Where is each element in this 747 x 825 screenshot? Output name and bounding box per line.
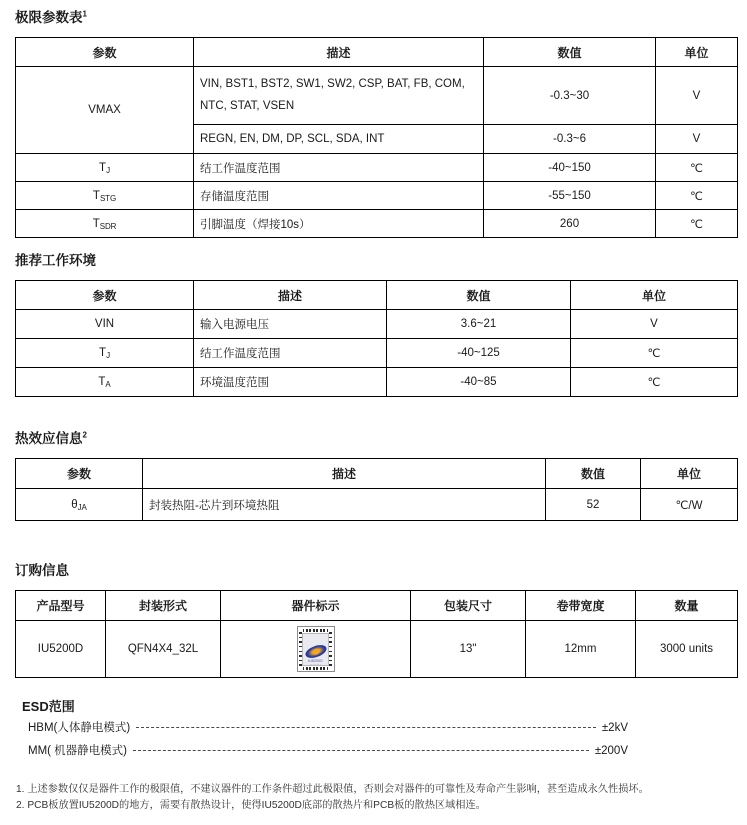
param-symbol: VIN [94,318,115,330]
footnotes [16,782,742,814]
recommended-heading [15,249,96,270]
cell-param [16,154,194,182]
cell-part-number: IU5200D [16,621,106,678]
cell-param [16,310,194,339]
thermal-table-wrap [15,458,738,521]
col-header-quantity: 数量 [636,591,738,621]
param-symbol: T [99,347,107,359]
col-header-reel-size: 包装尺寸 [411,591,526,621]
recommended-table-wrap [15,280,738,397]
table-row [16,310,738,339]
cell-unit: ℃ [656,182,738,210]
ordering-heading [15,559,69,580]
thermal-table [15,458,738,521]
esd-hbm-value: ±2kV [601,722,628,734]
cell-unit: V [571,310,738,339]
abs-max-title-superscript: 1 [82,9,87,19]
col-header-part-number: 产品型号 [16,591,106,621]
cell-unit: ℃/W [641,489,738,521]
chip-marking-line2: XXXX [309,663,322,666]
cell-param [16,210,194,238]
param-subscript: A [105,380,111,389]
col-header-desc: 描述 [194,281,387,310]
qfn-chip-marking-image [297,626,335,672]
col-header-desc: 描述 [194,38,484,67]
chip-body [302,633,329,666]
cell-desc: 封装热阻-芯片到环境热阻 [143,489,546,521]
col-header-param: 参数 [16,38,194,67]
cell-unit: ℃ [656,210,738,238]
cell-value: -40~85 [387,368,571,397]
table-row [16,210,738,238]
chip-pads-top [303,629,329,632]
param-subscript: STG [99,193,117,203]
cell-desc: 环境温度范围 [194,368,387,397]
ordering-title: 订购信息 [15,563,69,578]
esd-row-mm [28,742,628,758]
thermal-title-superscript: 2 [82,430,87,440]
table-row [16,621,738,678]
table-row [16,154,738,182]
cell-desc: 输入电源电压 [194,310,387,339]
esd-heading [22,696,75,716]
cell-package: QFN4X4_32L [106,621,221,678]
esd-mm-value: ±200V [594,745,628,757]
cell-param: VMAX [16,67,194,154]
cell-param [16,339,194,368]
abs-max-table-wrap [15,37,738,238]
thermal-heading [15,427,87,448]
col-header-package: 封装形式 [106,591,221,621]
col-header-unit: 单位 [641,459,738,489]
esd-title: ESD范围 [22,699,75,714]
thermal-title: 热效应信息 [15,431,83,446]
col-header-value: 数值 [387,281,571,310]
esd-row-hbm [28,719,628,735]
cell-param [16,368,194,397]
cell-tape-width: 12mm [526,621,636,678]
table-header-row [16,281,738,310]
param-subscript: J [106,351,110,360]
cell-value: -40~150 [484,154,656,182]
param-symbol: T [92,217,100,230]
cell-desc: 存储温度范围 [194,182,484,210]
cell-param [16,182,194,210]
cell-unit: ℃ [571,368,738,397]
param-subscript: J [106,165,110,175]
abs-max-title: 极限参数表 [15,10,83,25]
abs-max-heading [15,6,87,27]
cell-value: -0.3~30 [484,67,656,125]
table-header-row [16,591,738,621]
footnote-1: 1. 上述参数仅仅是器件工作的极限值，不建议器件的工作条件超过此极限值，否则会对器件的可靠性及寿命产生影响，甚至造成永久性损坏。 [16,784,649,795]
cell-unit: ℃ [571,339,738,368]
cell-param [16,489,143,521]
recommended-table [15,280,738,397]
table-row [16,67,738,125]
col-header-value: 数值 [484,38,656,67]
cell-desc: VIN, BST1, BST2, SW1, SW2, CSP, BAT, FB, COM, NTC, STAT, VSEN [194,67,484,125]
col-header-param: 参数 [16,281,194,310]
cell-value: -55~150 [484,182,656,210]
cell-quantity: 3000 units [636,621,738,678]
cell-desc: 结工作温度范围 [194,339,387,368]
ordering-table [15,590,738,678]
cell-value: 260 [484,210,656,238]
table-row [16,368,738,397]
cell-value: 3.6~21 [387,310,571,339]
col-header-value: 数值 [546,459,641,489]
param-subscript: JA [77,502,87,512]
esd-mm-label: MM( 机器静电模式) [28,745,128,757]
cell-unit: ℃ [656,154,738,182]
col-header-tape-width: 卷带宽度 [526,591,636,621]
table-row [16,489,738,521]
cell-marking [221,621,411,678]
col-header-unit: 单位 [571,281,738,310]
abs-max-table [15,37,738,238]
col-header-unit: 单位 [656,38,738,67]
ordering-table-wrap [15,590,738,678]
cell-reel-size: 13" [411,621,526,678]
param-symbol: θ [71,498,78,511]
cell-desc: REGN, EN, DM, DP, SCL, SDA, INT [194,125,484,154]
chip-pads-left [299,632,302,666]
param-symbol: T [98,376,106,388]
cell-unit: V [656,125,738,154]
param-symbol: T [92,189,100,202]
footnote-2: 2. PCB板放置IU5200D的地方，需要有散热设计，使得IU5200D底部的散热片和PCB板的散热区域相连。 [16,799,486,811]
chip-pads-right [329,632,332,666]
cell-desc: 引脚温度（焊接10s） [194,210,484,238]
cell-unit: V [656,67,738,125]
recommended-title: 推荐工作环境 [15,253,96,268]
table-row [16,339,738,368]
chip-marking-line1: IU5200D [308,658,323,663]
esd-leader-dots [136,726,596,728]
esd-hbm-label: HBM(人体静电模式) [28,722,131,734]
param-symbol: T [99,161,107,174]
col-header-param: 参数 [16,459,143,489]
vendor-logo-icon [303,642,327,660]
cell-desc: 结工作温度范围 [194,154,484,182]
cell-value: -0.3~6 [484,125,656,154]
cell-value: 52 [546,489,641,521]
col-header-marking: 器件标示 [221,591,411,621]
param-subscript: SDR [99,221,117,231]
table-header-row [16,459,738,489]
esd-leader-dots [133,749,589,751]
table-row [16,182,738,210]
cell-value: -40~125 [387,339,571,368]
table-header-row [16,38,738,67]
col-header-desc: 描述 [143,459,546,489]
